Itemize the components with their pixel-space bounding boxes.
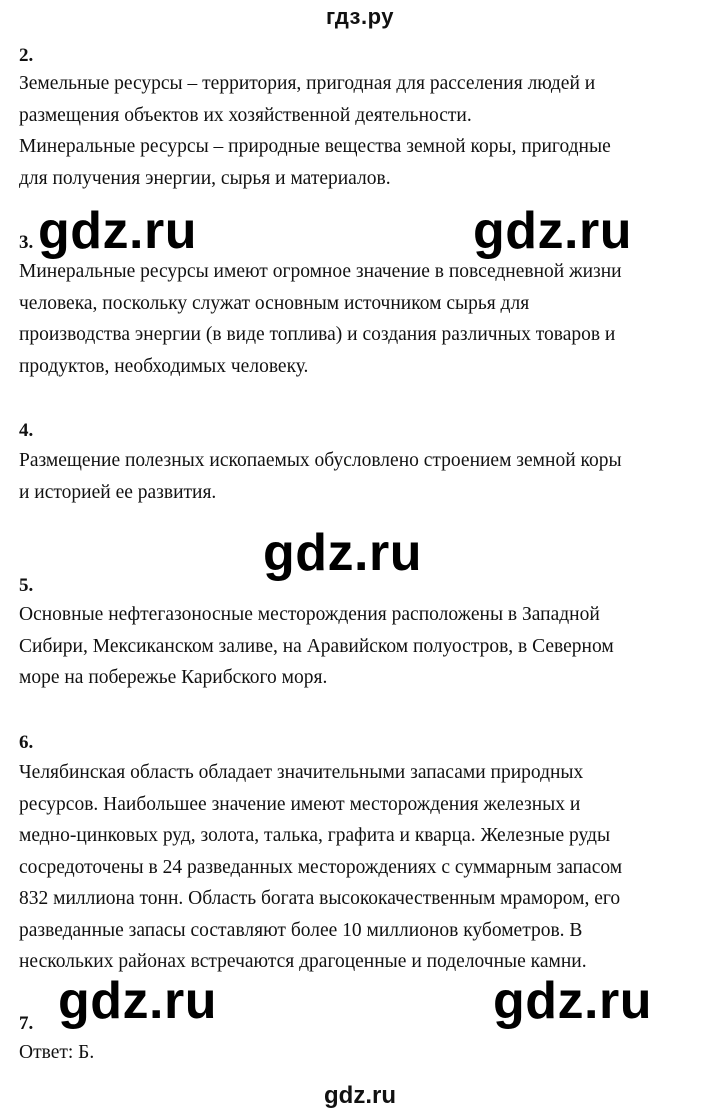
text-line: Размещение полезных ископаемых обусловлено строением земной коры [19, 450, 622, 471]
watermark: gdz.ru [493, 972, 652, 1030]
site-footer: gdz.ru [324, 1082, 396, 1109]
text-line: Основные нефтегазоносные месторождения расположены в Западной [19, 604, 600, 625]
text-line: размещения объектов их хозяйственной деятельности. [19, 104, 472, 126]
text-line: медно-цинковых руд, золота, талька, графита и кварца. Железные руды [19, 825, 611, 846]
answer-line: Ответ: Б. [19, 1042, 95, 1063]
site-header: гдз.ру [326, 4, 394, 29]
text-line: Челябинская область обладает значительными запасами природных [19, 762, 584, 783]
section-number-3: 3. [19, 232, 34, 253]
text-line: разведанные запасы составляют более 10 миллионов кубометров. В [19, 919, 583, 941]
text-line: и историей ее развития. [19, 481, 217, 503]
section-7-text [19, 1037, 709, 1069]
section-number-5: 5. [19, 575, 34, 596]
text-line: Сибири, Мексиканском заливе, на Аравийском полуостров, в Северном [19, 635, 614, 657]
section-number-2: 2. [19, 45, 34, 66]
section-6-text [19, 757, 709, 978]
watermark: gdz.ru [473, 202, 632, 260]
text-line: производства энергии (в виде топлива) и создания различных товаров и [19, 324, 616, 345]
section-number-6: 6. [19, 732, 34, 753]
section-2-text [19, 68, 709, 194]
text-line: Минеральные ресурсы имеют огромное значение в повседневной жизни [19, 261, 622, 282]
text-line: человека, поскольку служат основным источником сырья для [19, 292, 530, 314]
text-line: продуктов, необходимых человеку. [19, 355, 309, 377]
text-line: Земельные ресурсы – территория, пригодная для расселения людей и [19, 73, 596, 94]
text-line: Минеральные ресурсы – природные вещества земной коры, пригодные [19, 136, 611, 157]
text-line: нескольких районах встречаются драгоценные и поделочные камни. [19, 951, 587, 972]
text-line: сосредоточены в 24 разведанных месторождениях с суммарным запасом [19, 856, 623, 878]
watermark: gdz.ru [58, 972, 217, 1030]
watermark: gdz.ru [38, 202, 197, 260]
text-line: море на побережье Карибского моря. [19, 667, 328, 688]
text-line: 832 миллиона тонн. Область богата высококачественным мрамором, его [19, 888, 621, 909]
text-line: ресурсов. Наибольшее значение имеют месторождения железных и [19, 793, 581, 815]
section-number-4: 4. [19, 420, 34, 441]
section-3-text [19, 256, 709, 382]
section-5-text [19, 599, 709, 694]
text-line: для получения энергии, сырья и материалов. [19, 167, 391, 189]
watermark: gdz.ru [263, 524, 422, 582]
section-number-7: 7. [19, 1013, 34, 1034]
section-4-text [19, 445, 709, 508]
